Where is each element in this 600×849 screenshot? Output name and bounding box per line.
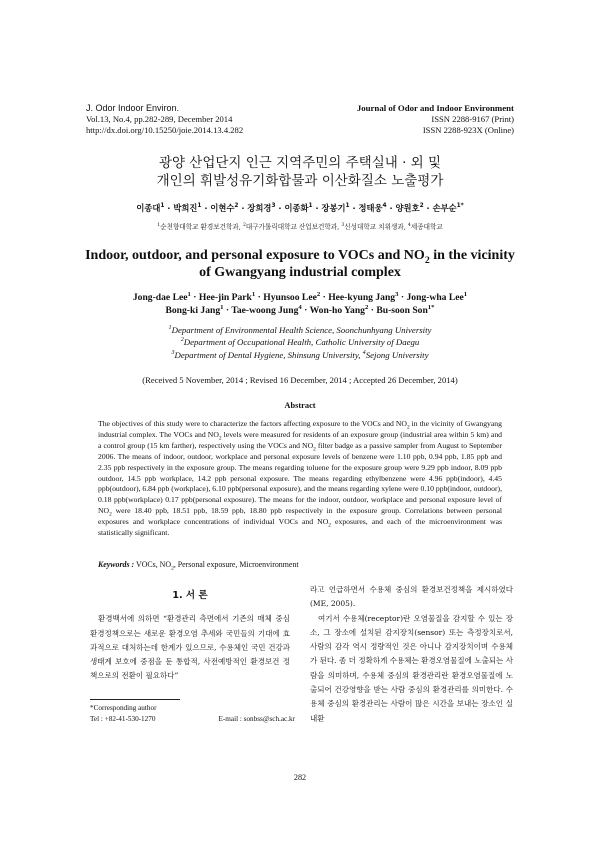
- intro-paragraph-right-2: 여기서 수용체(receptor)란 오염물질을 감지할 수 있는 장소, 그 장소에 설치된 감지장치(sensor) 또는 측정장치로서, 사람의 감각 역시 정량적인 것은 아니나 감지장치이며 수용체가 된다. 좀 더 정확하게 수용체는 환경오염물질에 노출되는 사람을 의미하며, 수용체 중심의 환경관리란 환경오염물질에 노출되어 건강영향을 받는 사람 중심의 환경관리를 의미한다. 수용체 중심의 환경관리는 사람이 많은 시간을 보내는 장소인 실내환: [310, 613, 513, 723]
- english-affiliations: $^1$Department of Environmental Health Science, Soonchunhyang University $^2$Department of Occupational Health, Catholic University of Daegu $^3$Department of Dental Hygiene, Shinsung University, $^4$Sejong University: [168, 325, 432, 360]
- intro-paragraph-left: 환경백서에 의하면 “환경관리 측면에서 기존의 매체 중심 환경정책으로는 새로운 환경오염 추세와 국민들의 기대에 효과적으로 대처하는데 한계가 있으므로, 수용체인 국민 건강과 생태계 보호에 중점을 둔 통합적, 사전예방적인 환경보건 정책으로의 전환이 필요하다”: [90, 614, 290, 681]
- english-authors-line2: Bong-ki Jang$^1$ · Tae-woong Jung$^4$ · Won-ho Yang$^2$ · Bu-soon Son$^{1*}$: [165, 303, 435, 316]
- journal-header-right: [357, 103, 514, 136]
- korean-author: 이현수$^2$: [210, 203, 239, 213]
- body-column-right: [310, 583, 513, 726]
- footnote-divider: [90, 699, 180, 700]
- issn-online: ISSN 2288-923X (Online): [422, 125, 514, 135]
- issn-print: ISSN 2288-9167 (Print): [431, 114, 514, 124]
- korean-author: 이종화$^1$: [284, 203, 313, 213]
- korean-title-line1: 광양 산업단지 인근 지역주민의 주택실내 · 외 및: [158, 155, 442, 171]
- footnote-label: *Corresponding author: [90, 704, 157, 712]
- received-dates: (Received 5 November, 2014 ; Revised 16 December, 2014 ; Accepted 26 December, 2014): [142, 375, 458, 385]
- journal-short-name: J. Odor Indoor Environ.: [86, 103, 180, 113]
- korean-authors: 이종대$^1$ · 박희진$^1$ · 이현수$^2$ · 장희경$^3$ · 이종화$^1$ · 장봉기$^1$ · 정태웅$^4$ · 양원호$^2$ · 손부순$^{1*}$: [136, 203, 464, 213]
- abstract-heading: Abstract: [284, 401, 316, 410]
- abstract-body: The objectives of this study were to characterize the factors affecting exposure to the VOCs and $NO_2$ in the vicinity of Gwangyang industrial complex. The VOCs and $NO_2$ levels were measured for residents of an exposure group (industrial area within 5 km) and a control group (15 km farther), respectively using the VOCs and $NO_2$ filter badge as a passive sampler from August to September 2006. The means of indoor, outdoor, workplace and personal exposure levels of benzene were 1.10 ppb, 0.94 ppb, 1.85 ppb and 2.35 ppb respectively in the exposure group. The means regarding toluene for the exposure group were 9.29 ppb indoor, 8.09 ppb outdoor, 14.5 ppb workplace, 14.2 ppb personal exposure. The means regarding ethylbenzene were 4.96 ppb(indoor), 4.45 ppb(outdoor), 6.84 ppb (workplace), 6.10 ppb(personal exposure), and the means regarding xylene were 0.10 ppb(indoor, outdoor), 0.18 ppb(workplace) 0.17 ppb(personal exposure). The means for the indoor, outdoor, workplace and personal exposure level of $NO_2$ were 18.40 ppb, 18.51 ppb, 18.59 ppb, 18.80 ppb respectively in the exposure group. Correlations between personal exposures and workplace concentrations of individual VOCs and $NO_2$ exposures, and each of the microenvironment was statistically significant.: [98, 419, 503, 538]
- corresponding-author-footnote: [90, 703, 295, 724]
- doi-link[interactable]: http://dx.doi.org/10.15250/joie.2014.13.4.282: [86, 125, 244, 135]
- english-authors: [60, 291, 540, 317]
- korean-title: [60, 154, 540, 190]
- english-title: Indoor, outdoor, and personal exposure to VOCs and $NO_2$ in the vicinity of Gwangyang industrial complex: [85, 248, 515, 280]
- footnote-tel: Tel : +82-41-530-1270: [90, 714, 156, 723]
- section-title-introduction: 1. 서 론: [172, 590, 208, 601]
- korean-author: 장희경$^3$: [247, 203, 276, 213]
- korean-author: 정태웅$^4$: [358, 203, 387, 213]
- volume-info: Vol.13, No.4, pp.282-289, December 2014: [86, 114, 233, 124]
- footnote-email[interactable]: E-mail : sonbss@sch.ac.kr: [218, 714, 295, 723]
- korean-author: 이종대$^1$: [136, 203, 165, 213]
- english-authors-line1: Jong-dae Lee$^1$ · Hee-jin Park$^1$ · Hyunsoo Lee$^2$ · Hee-kyung Jang$^3$ · Jong-wha Lee$^1$: [132, 290, 468, 303]
- korean-author: 박희진$^1$: [173, 203, 202, 213]
- korean-author: 장봉기$^1$: [321, 203, 350, 213]
- korean-title-line2: 개인의 휘발성유기화합물과 이산화질소 노출평가: [156, 173, 444, 189]
- korean-author: 손부순$^{1*}$: [432, 203, 464, 213]
- body-column-left: [90, 589, 290, 684]
- korean-author: 양원호$^2$: [395, 203, 424, 213]
- journal-header-left: [86, 103, 243, 136]
- keywords: Keywords : VOCs, $NO_2$, Personal exposure, Microenvironment: [98, 560, 299, 572]
- intro-paragraph-right-1: 라고 언급하면서 수용체 중심의 환경보건정책을 제시하였다(ME, 2005).: [310, 585, 513, 609]
- keywords-label: Keywords :: [98, 560, 135, 569]
- journal-full-name: Journal of Odor and Indoor Environment: [356, 103, 514, 113]
- page-number: 282: [293, 773, 307, 782]
- korean-affiliations: $^1$순천향대학교 환경보건학과, $^2$대구가톨릭대학교 산업보건학과, $^3$신성대학교 치위생과, $^4$세종대학교: [157, 222, 443, 231]
